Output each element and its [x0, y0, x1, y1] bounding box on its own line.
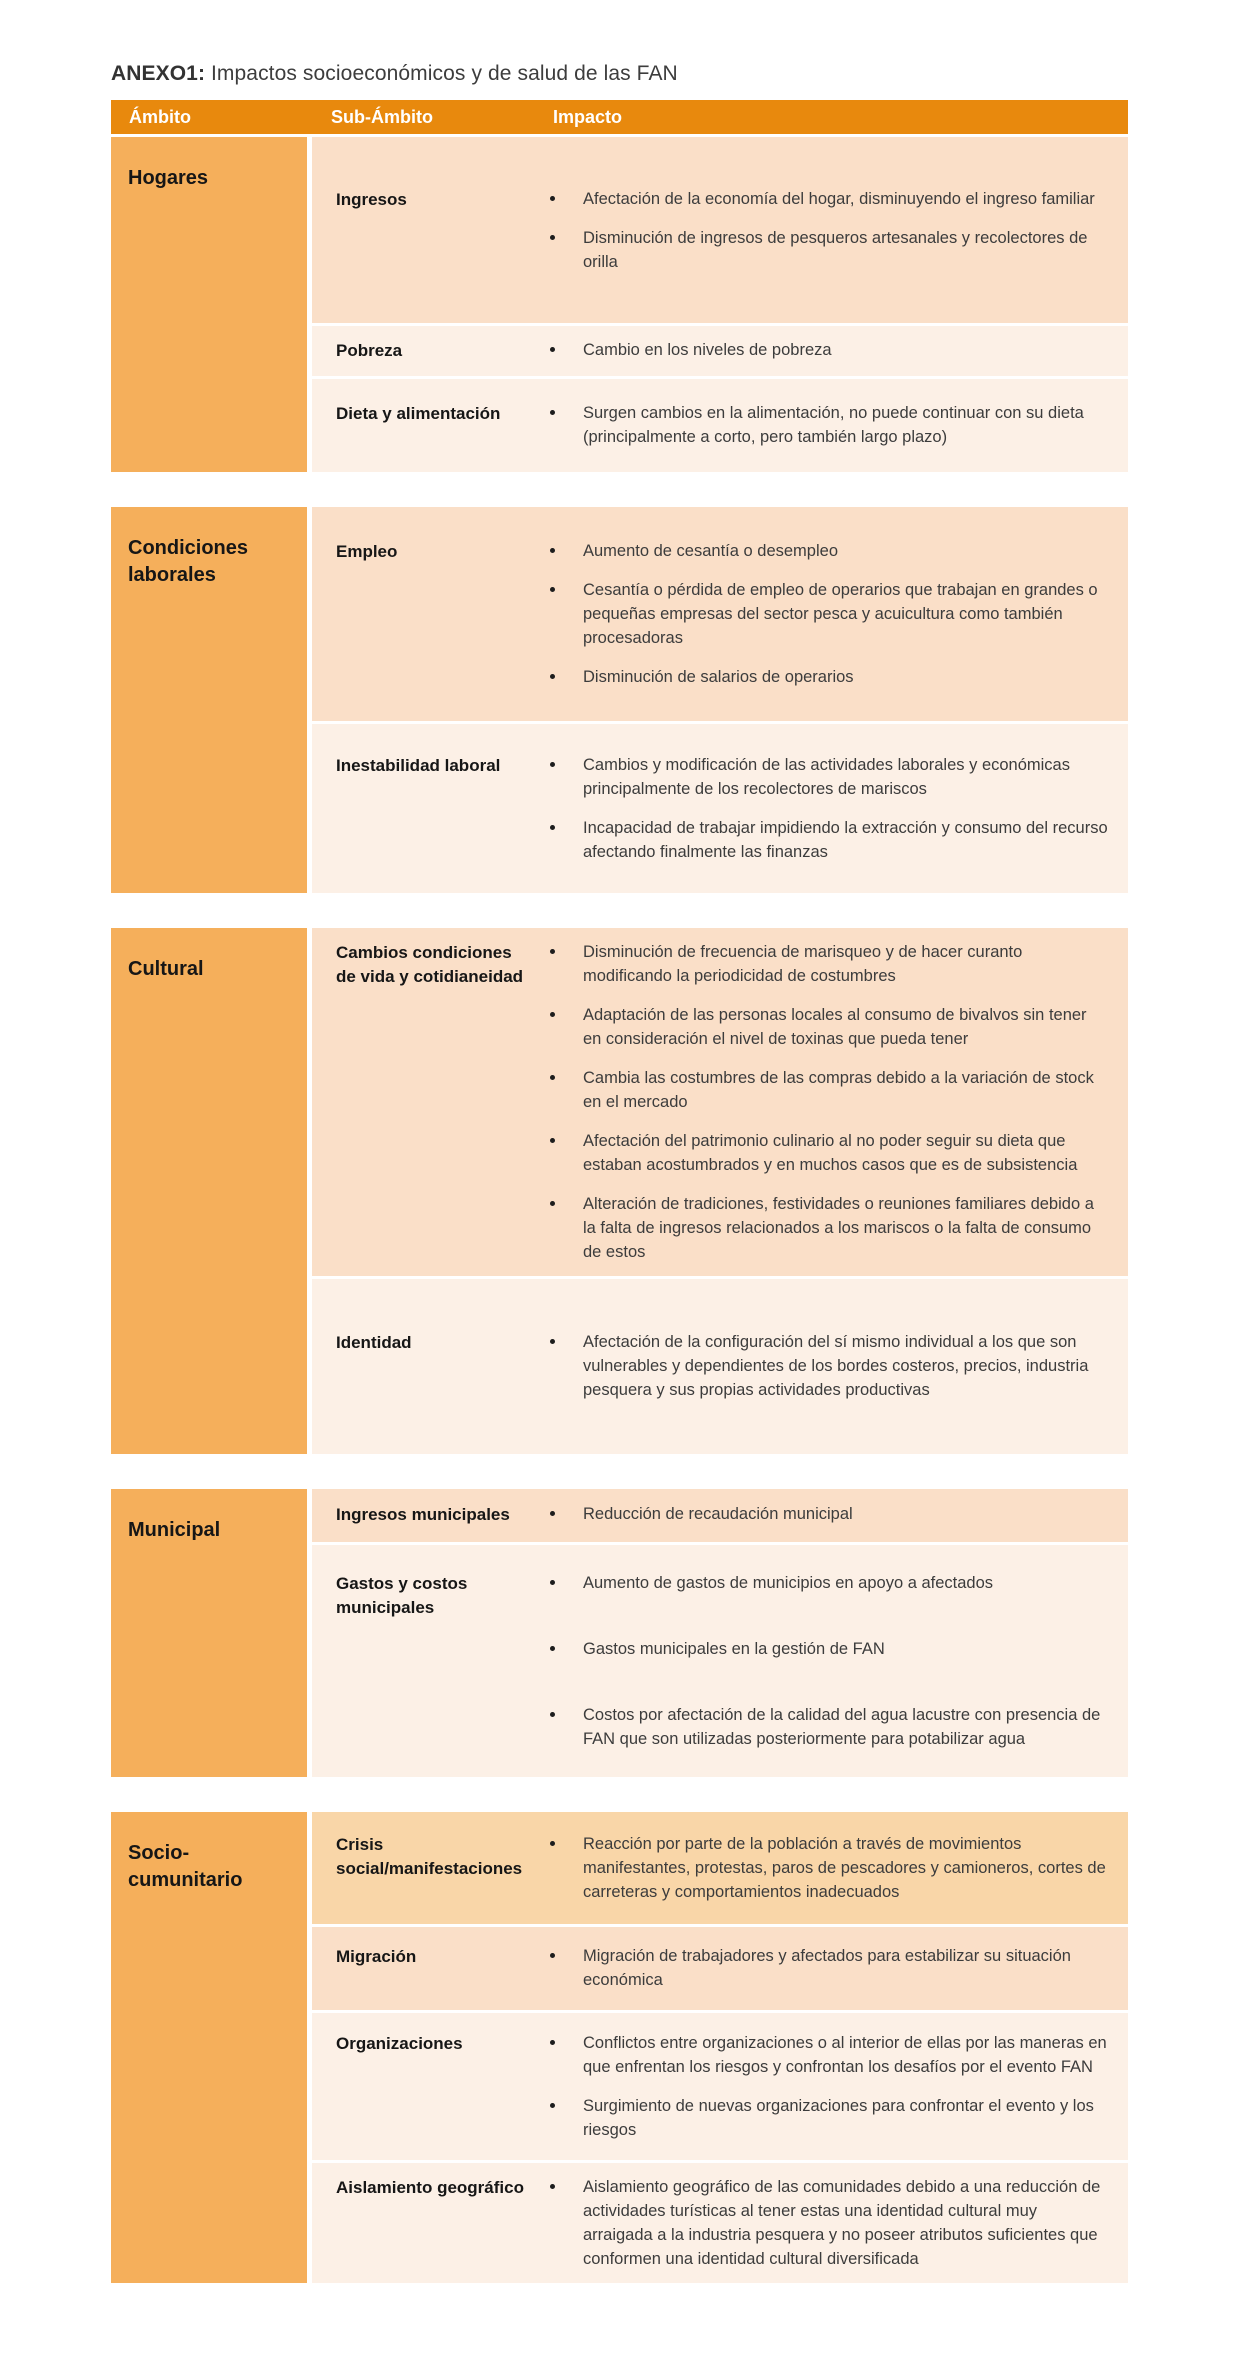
bullet-icon — [550, 2103, 555, 2108]
impact-text: Disminución de frecuencia de marisqueo y de hacer curanto modificando la periodicidad de costumbres — [583, 942, 1023, 985]
table-section — [111, 1489, 1128, 1777]
subambito-label: Migración — [336, 1947, 417, 1967]
subambito-label: Aislamiento geográfico — [336, 2177, 524, 2197]
subambito-label: Ingresos — [336, 189, 407, 209]
impact-item — [536, 1003, 1108, 1051]
bullet-icon — [550, 1012, 555, 1017]
impact-item — [536, 816, 1108, 864]
bullet-icon — [550, 347, 555, 352]
subambito-label: Crisis social/manifestaciones — [336, 1834, 523, 1879]
bullet-icon — [550, 1953, 555, 1958]
table-row — [312, 376, 1128, 472]
impact-text: Incapacidad de trabajar impidiendo la extracción y consumo del recurso afectando finalmente las finanzas — [583, 818, 1108, 861]
bullet-icon — [550, 1841, 555, 1846]
header-cell-impacto: Impacto — [553, 106, 623, 127]
subambito-label: Dieta y alimentación — [336, 404, 501, 424]
table-row — [312, 1924, 1128, 2010]
ambito-cell — [111, 1812, 307, 2283]
subambito-label: Organizaciones — [336, 2033, 463, 2053]
impact-item — [536, 2094, 1108, 2142]
table-row — [312, 1276, 1128, 1454]
impact-text: Aumento de gastos de municipios en apoyo a afectados — [583, 1573, 994, 1592]
impact-text: Cambios y modificación de las actividades laborales y económicas principalmente de los recolectores de mariscos — [583, 755, 1070, 798]
ambito-label: Cultural — [128, 957, 204, 980]
impact-item — [536, 1637, 1108, 1661]
subambito-label: Identidad — [336, 1333, 412, 1353]
table-row — [312, 2010, 1128, 2160]
table-section — [111, 1812, 1128, 2283]
impact-item — [536, 187, 1108, 211]
impact-text: Gastos municipales en la gestión de FAN — [583, 1639, 885, 1658]
impact-item — [536, 1502, 1108, 1526]
impact-list — [536, 1502, 1108, 1528]
ambito-cell — [111, 1489, 307, 1777]
subambito-label: Pobreza — [336, 341, 403, 360]
impact-item — [536, 2031, 1108, 2079]
impact-list — [536, 753, 1108, 864]
bullet-icon — [550, 1201, 555, 1206]
impacts-table — [111, 100, 1128, 2283]
impact-item — [536, 1066, 1108, 1114]
subambito-label: Inestabilidad laboral — [336, 755, 501, 775]
ambito-cell — [111, 137, 307, 472]
impact-list — [536, 1944, 1108, 1992]
table-row — [312, 137, 1128, 323]
impact-item — [536, 1192, 1108, 1264]
table-row — [312, 1542, 1128, 1777]
impact-list — [536, 1571, 1108, 1751]
impact-list — [536, 187, 1108, 274]
table-row — [312, 507, 1128, 721]
table-section — [111, 928, 1128, 1454]
table-section — [111, 137, 1128, 472]
impact-text: Disminución de salarios de operarios — [583, 667, 854, 686]
impact-item — [536, 940, 1108, 988]
impact-item — [536, 1330, 1108, 1402]
ambito-cell — [111, 928, 307, 1454]
bullet-icon — [550, 548, 555, 553]
impact-text: Aumento de cesantía o desempleo — [583, 541, 839, 560]
header-cell-ambito: Ámbito — [129, 106, 191, 127]
table-row — [312, 721, 1128, 893]
bullet-icon — [550, 1646, 555, 1651]
bullet-icon — [550, 674, 555, 679]
bullet-icon — [550, 1138, 555, 1143]
impact-item — [536, 1944, 1108, 1992]
impact-list — [536, 2175, 1108, 2271]
bullet-icon — [550, 410, 555, 415]
table-body — [111, 137, 1128, 2283]
impact-item — [536, 578, 1108, 650]
impact-text: Costos por afectación de la calidad del agua lacustre con presencia de FAN que son utilizadas posteriormente para potabilizar agua — [583, 1705, 1101, 1748]
bullet-icon — [550, 2184, 555, 2189]
impact-text: Surgen cambios en la alimentación, no puede continuar con su dieta (principalmente a corto, pero también largo plazo) — [583, 404, 1084, 447]
impact-item — [536, 539, 1108, 563]
ambito-label: Hogares — [128, 167, 209, 189]
subambito-label: Ingresos municipales — [336, 1505, 510, 1525]
impact-text: Disminución de ingresos de pesqueros artesanales y recolectores de orilla — [583, 228, 1088, 271]
impact-text: Reducción de recaudación municipal — [583, 1505, 853, 1524]
ambito-label: Condiciones laborales — [128, 536, 249, 586]
section-rows — [312, 928, 1128, 1454]
impact-text: Afectación de la economía del hogar, disminuyendo el ingreso familiar — [583, 189, 1095, 208]
bullet-icon — [550, 587, 555, 592]
impact-text: Adaptación de las personas locales al consumo de bivalvos sin tener en consideración el nivel de toxinas que pueda tener — [583, 1005, 1087, 1048]
table-row — [312, 2160, 1128, 2283]
bullet-icon — [550, 1511, 555, 1516]
impact-text: Conflictos entre organizaciones o al interior de ellas por las maneras en que enfrentan los riesgos y confrontan los desafíos por el evento FAN — [583, 2033, 1107, 2076]
impact-list — [536, 940, 1108, 1264]
impact-list — [536, 338, 1108, 364]
impact-item — [536, 665, 1108, 689]
subambito-label: Empleo — [336, 541, 398, 561]
impact-item — [536, 226, 1108, 274]
impact-list — [536, 401, 1108, 449]
impact-text: Alteración de tradiciones, festividades o reuniones familiares debido a la falta de ingresos relacionados a los mariscos o la falta de consumo de estos — [583, 1194, 1094, 1261]
bullet-icon — [550, 949, 555, 954]
bullet-icon — [550, 762, 555, 767]
impact-text: Cesantía o pérdida de empleo de operarios que trabajan en grandes o pequeñas empresas del sector pesca y acuicultura como también procesadoras — [583, 580, 1098, 647]
impact-list — [536, 1832, 1108, 1904]
table-row — [312, 323, 1128, 376]
subambito-label: Cambios condiciones de vida y cotidianeidad — [336, 942, 524, 987]
section-rows — [312, 137, 1128, 472]
bullet-icon — [550, 1712, 555, 1717]
impact-list — [536, 539, 1108, 689]
impact-item — [536, 1703, 1108, 1751]
impact-text: Migración de trabajadores y afectados para estabilizar su situación económica — [583, 1947, 1071, 1990]
section-rows — [312, 507, 1128, 893]
table-row — [312, 928, 1128, 1276]
impact-item — [536, 2175, 1108, 2271]
bullet-icon — [550, 1075, 555, 1080]
impact-text: Afectación de la configuración del sí mismo individual a los que son vulnerables y dependientes de los bordes costeros, precios, industria pesquera y sus propias actividades productivas — [583, 1333, 1089, 1400]
title-text: Impactos socioeconómicos y de salud de las FAN — [205, 62, 678, 85]
bullet-icon — [550, 2040, 555, 2045]
header-cell-subambito: Sub-Ámbito — [331, 106, 433, 127]
impact-text: Cambio en los niveles de pobreza — [583, 341, 832, 359]
impact-item — [536, 338, 1108, 362]
impact-text: Reacción por parte de la población a través de movimientos manifestantes, protestas, paros de pescadores y camioneros, cortes de carreteras y comportamientos inadecuados — [583, 1834, 1106, 1901]
bullet-icon — [550, 1339, 555, 1344]
title-label: ANEXO1: — [111, 62, 206, 85]
impact-item — [536, 753, 1108, 801]
table-row — [312, 1489, 1128, 1542]
impact-list — [536, 1330, 1108, 1402]
table-section — [111, 507, 1128, 893]
subambito-label: Gastos y costos municipales — [336, 1573, 468, 1618]
impact-item — [536, 1832, 1108, 1904]
impact-item — [536, 1129, 1108, 1177]
bullet-icon — [550, 1580, 555, 1585]
bullet-icon — [550, 196, 555, 201]
ambito-label: Socio-cumunitario — [128, 1841, 243, 1891]
bullet-icon — [550, 235, 555, 240]
impact-item — [536, 1571, 1108, 1595]
section-rows — [312, 1812, 1128, 2283]
impact-text: Aislamiento geográfico de las comunidades debido a una reducción de actividades turísticas al tener estas una identidad cultural muy arraigada a la industria pesquera y no poseer atributos suficientes que conformen una identidad cultural diversificada — [583, 2177, 1101, 2268]
page-title — [111, 62, 1240, 86]
ambito-cell — [111, 507, 307, 893]
bullet-icon — [550, 825, 555, 830]
impact-item — [536, 401, 1108, 449]
table-row — [312, 1812, 1128, 1924]
impact-list — [536, 2031, 1108, 2142]
ambito-label: Municipal — [128, 1518, 221, 1541]
impact-text: Surgimiento de nuevas organizaciones para confrontar el evento y los riesgos — [583, 2096, 1094, 2139]
table-header — [111, 100, 1128, 134]
impact-text: Afectación del patrimonio culinario al no poder seguir su dieta que estaban acostumbrados y en muchos casos que es de subsistencia — [583, 1131, 1078, 1174]
section-rows — [312, 1489, 1128, 1777]
impact-text: Cambia las costumbres de las compras debido a la variación de stock en el mercado — [583, 1068, 1094, 1111]
